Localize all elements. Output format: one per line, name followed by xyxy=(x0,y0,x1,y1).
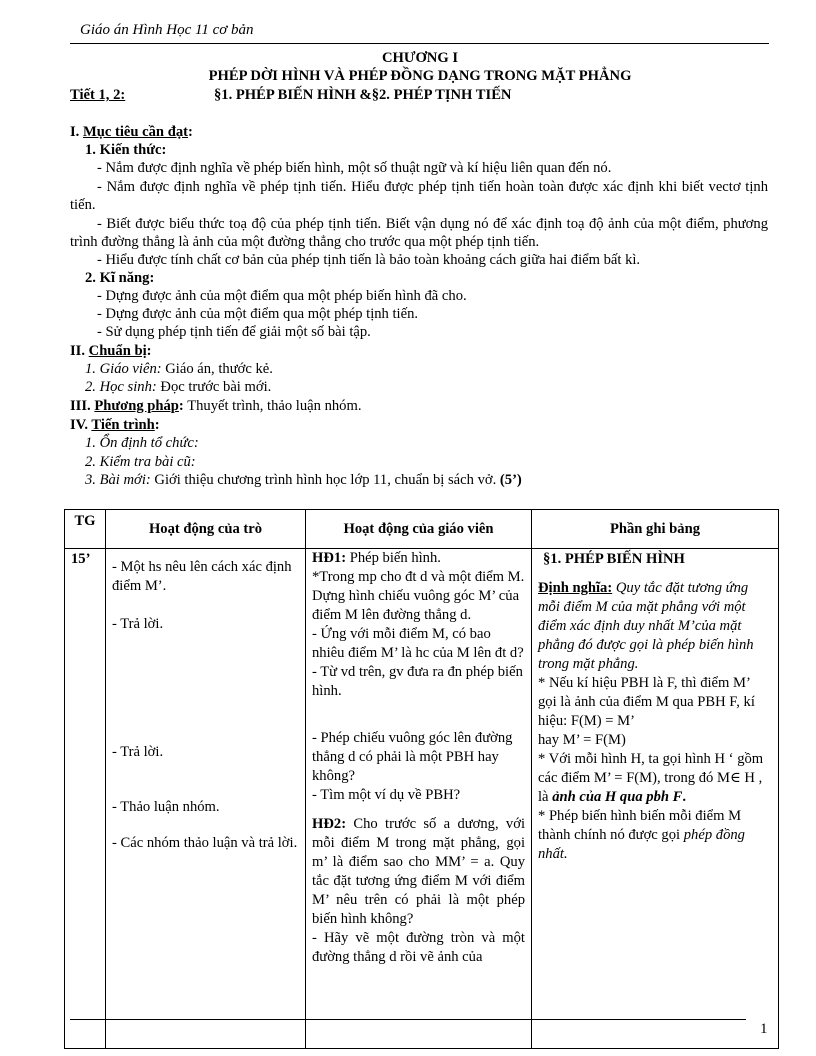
student-activity: - Trả lời. xyxy=(112,616,164,632)
teacher-activity: - Phép chiếu vuông góc lên đường thẳng d có phải là một PBH hay không? xyxy=(312,730,513,784)
teacher-activity: - Ứng với mỗi điểm M, có bao nhiêu điểm M’ là hc của M lên đt d? xyxy=(312,626,524,661)
activity-2: HĐ2: Cho trước số a dương, với mỗi điểm M trong mặt phẳng, gọi m’ là điểm sao cho MM’ = a. Quy tắc đặt tương ứng điểm M với điểm M’ nêu trên có phải là một phép biến hình không? xyxy=(312,816,526,927)
document-header: Giáo án Hình Học 11 cơ bản xyxy=(80,22,254,38)
teacher-activity-cell xyxy=(306,549,532,1049)
knowledge-item: - Biết được biểu thức toạ độ của phép tịnh tiến. Biết vận dụng nó để xác định toạ độ ảnh của một điểm, phương trình đường thẳng là ảnh của một đường thẳng cho trước qua một phép tịnh tiến. xyxy=(70,216,768,250)
period-label: Tiết 1, 2: xyxy=(70,87,126,103)
board-notes-cell xyxy=(532,549,779,1049)
student-activity-cell xyxy=(106,549,306,1049)
process-step-2: 2. Kiểm tra bài cũ: xyxy=(85,454,196,470)
lesson-title: §1. PHÉP BIẾN HÌNH &§2. PHÉP TỊNH TIẾN xyxy=(214,87,512,103)
knowledge-heading: 1. Kiến thức: xyxy=(85,142,167,158)
board-title: §1. PHÉP BIẾN HÌNH xyxy=(543,551,685,567)
student-activity: - Một hs nêu lên cách xác định điểm M’. xyxy=(112,559,292,594)
skill-item: - Sử dụng phép tịnh tiến để giải một số bài tập. xyxy=(97,324,371,340)
process-step-1: 1. Ổn định tổ chức: xyxy=(85,435,199,451)
board-note: * Phép biến hình biến mỗi điểm M thành chính nó được gọi phép đồng nhất. xyxy=(538,808,745,862)
teacher-preparation: 1. Giáo viên: Giáo án, thước kẻ. xyxy=(85,361,273,377)
teacher-activity: - Hãy vẽ một đường tròn và một đường thẳng d rồi vẽ ảnh của xyxy=(312,930,525,965)
column-header: Hoạt động của giáo viên xyxy=(306,510,532,549)
skill-item: - Dựng được ảnh của một điểm qua một phép tịnh tiến. xyxy=(97,306,419,322)
column-header: Hoạt động của trò xyxy=(106,510,306,549)
objectives-heading: I. Mục tiêu cần đạt: xyxy=(70,124,193,140)
chapter-name: PHÉP DỜI HÌNH VÀ PHÉP ĐỒNG DẠNG TRONG MẶT PHẲNG xyxy=(208,68,632,84)
board-note: * Với mỗi hình H, ta gọi hình H ‘ gồm các điểm M’ = F(M), trong đó M∈ H , là ảnh của H qua pbh F. xyxy=(538,751,764,805)
skill-item: - Dựng được ảnh của một điểm qua một phép biến hình đã cho. xyxy=(97,288,467,304)
teacher-activity: - Tìm một ví dụ về PBH? xyxy=(312,787,461,803)
table-row xyxy=(65,549,779,1049)
knowledge-item: - Hiểu được tính chất cơ bản của phép tịnh tiến là bảo toàn khoảng cách giữa hai điểm bất kì. xyxy=(97,252,641,268)
chapter-label: CHƯƠNG I xyxy=(381,50,459,66)
student-activity: - Các nhóm thảo luận và trả lời. xyxy=(112,835,298,851)
definition: Định nghĩa: Quy tắc đặt tương ứng mỗi điểm M của mặt phẳng với một điểm xác định duy nhất M’của mặt phẳng đó được gọi là phép biến hình trong mặt phẳng. xyxy=(538,580,754,672)
teacher-activity: *Trong mp cho đt d và một điểm M. Dựng hình chiếu vuông góc M’ của điểm M lên đường thẳng d. xyxy=(312,569,525,623)
student-preparation: 2. Học sinh: Đọc trước bài mới. xyxy=(85,379,272,395)
board-note: hay M’ = F(M) xyxy=(538,732,626,748)
student-activity: - Thảo luận nhóm. xyxy=(112,799,220,815)
board-note: * Nếu kí hiệu PBH là F, thì điểm M’ gọi là ảnh của điểm M qua PBH F, kí hiệu: F(M) = M’ xyxy=(538,675,755,729)
time-cell: 15’ xyxy=(65,549,106,1049)
process-heading: IV. Tiến trình: xyxy=(70,417,160,433)
preparation-heading: II. Chuẩn bị: xyxy=(70,343,152,359)
activity-1-title: HĐ1: Phép biến hình. xyxy=(312,550,441,566)
teacher-activity: - Từ vd trên, gv đưa ra đn phép biến hình. xyxy=(312,664,523,699)
page-number: 1 xyxy=(760,1021,768,1037)
table-header-row xyxy=(65,510,779,549)
student-activity: - Trả lời. xyxy=(112,744,164,760)
skills-heading: 2. Kĩ năng: xyxy=(85,270,155,286)
method-line: III. Phương pháp: Thuyết trình, thảo luận nhóm. xyxy=(70,398,362,414)
knowledge-item: - Nắm được định nghĩa về phép biến hình, một số thuật ngữ và kí hiệu liên quan đến nó. xyxy=(97,160,612,176)
header-rule xyxy=(70,43,769,44)
lesson-table xyxy=(64,509,779,1049)
process-step-3: 3. Bài mới: Giới thiệu chương trình hình học lớp 11, chuẩn bị sách vở. (5’) xyxy=(85,472,522,488)
column-header: TG xyxy=(65,510,106,549)
footer-rule xyxy=(70,1019,746,1020)
knowledge-item: - Nắm được định nghĩa về phép tịnh tiến. Hiểu được phép tịnh tiến hoàn toàn được xác định khi biết vectơ tịnh tiến. xyxy=(70,179,768,213)
column-header: Phần ghi bảng xyxy=(532,510,779,549)
